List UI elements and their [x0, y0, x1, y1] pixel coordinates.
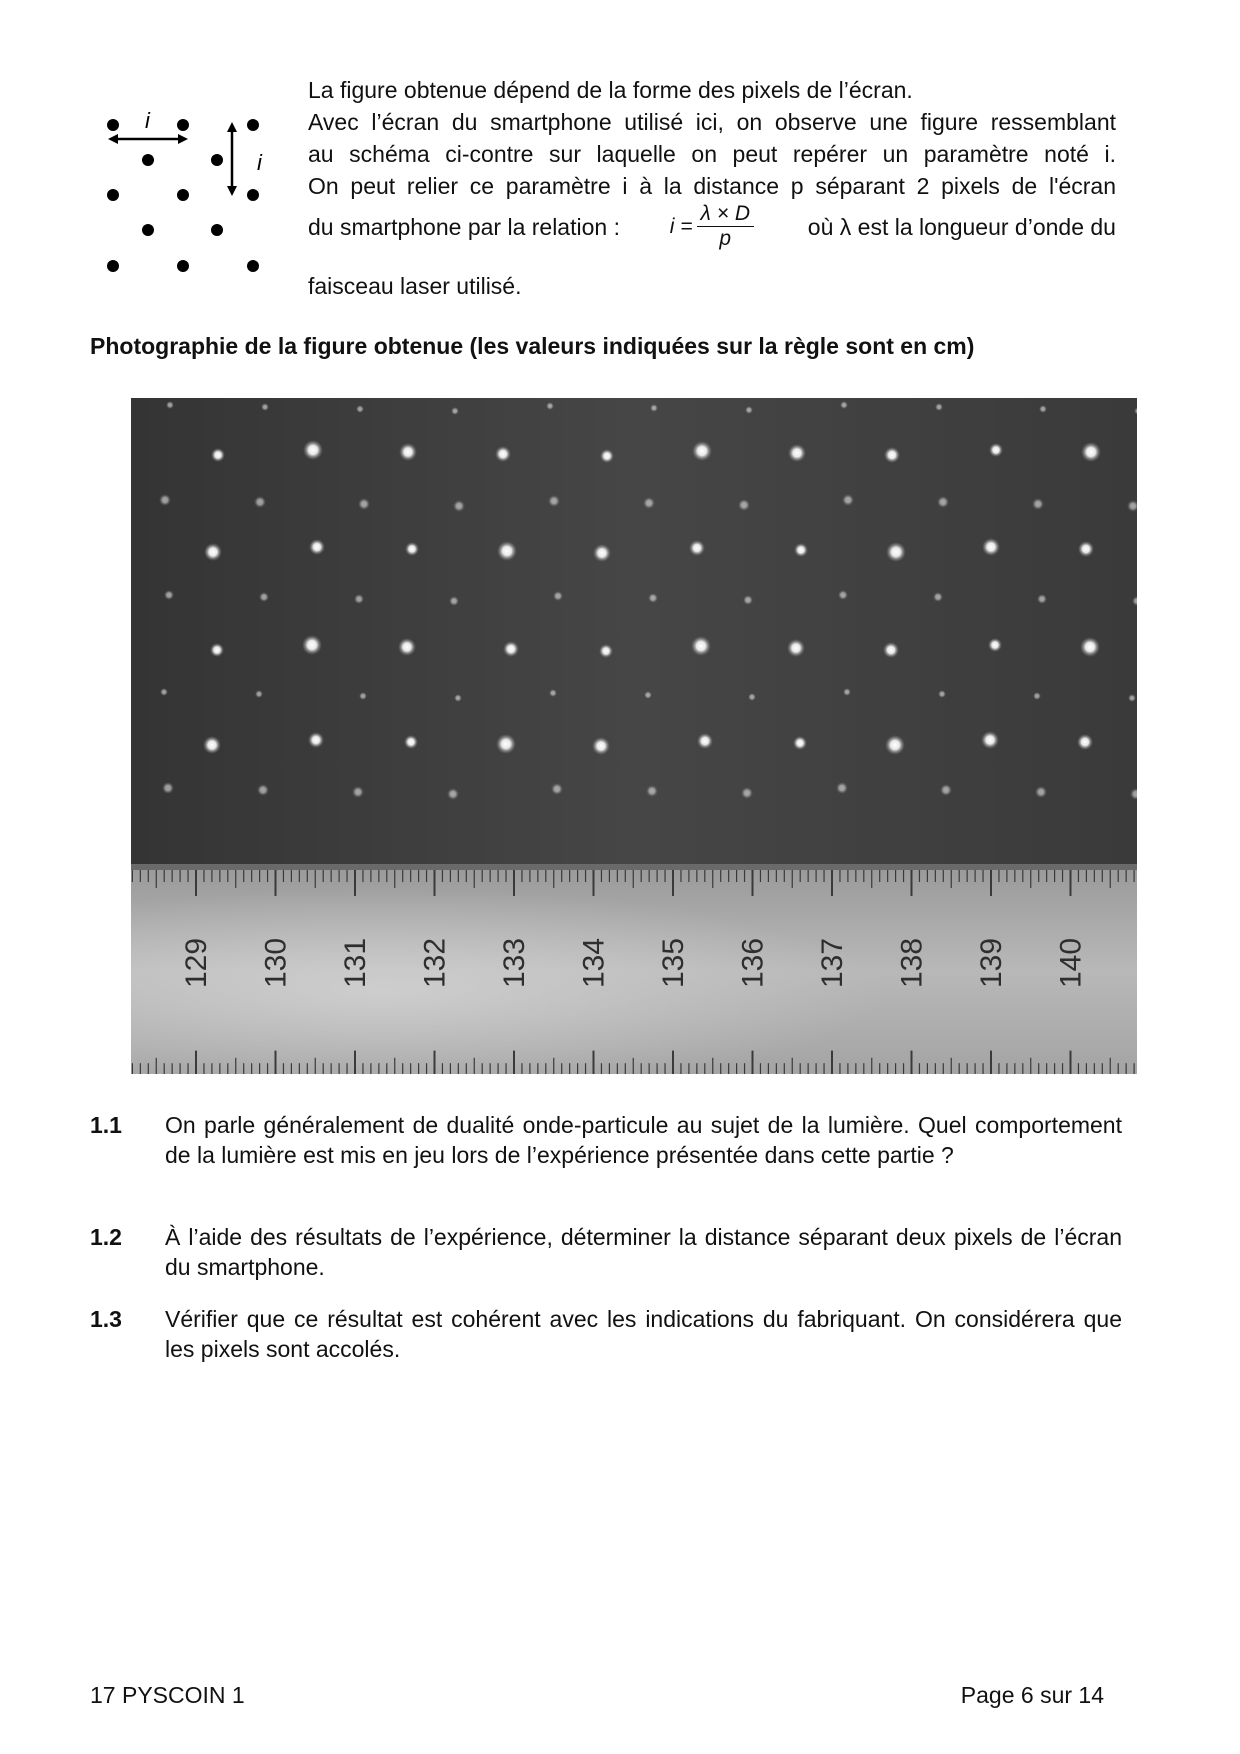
- diffraction-spot: [836, 782, 848, 794]
- ruler-label: 130: [259, 937, 293, 989]
- question-text: À l’aide des résultats de l’expérience, déterminer la distance séparant deux pixels de l’écran du smartphone.: [165, 1224, 1122, 1280]
- ruler-label: 139: [975, 937, 1008, 989]
- ruler-label: 133: [498, 937, 531, 989]
- diffraction-spot: [447, 788, 459, 800]
- diffraction-spot: [503, 641, 519, 657]
- ruler-label: 136: [736, 937, 770, 989]
- diffraction-spot: [644, 691, 652, 699]
- diffraction-spot: [405, 542, 419, 556]
- diffraction-spot: [259, 592, 269, 602]
- question-number: 1.2: [90, 1224, 122, 1250]
- photo-heading: Photographie de la figure obtenue (les valeurs indiquées sur la règle sont en cm): [90, 333, 975, 359]
- diffraction-spot: [743, 595, 753, 605]
- diffraction-spot: [648, 593, 658, 603]
- diffraction-spot: [1081, 442, 1101, 462]
- diffraction-spot: [843, 688, 851, 696]
- intro-line-2: Avec l’écran du smartphone utilisé ici, on observe une figure ressemblant: [308, 109, 1116, 135]
- diffraction-spot: [261, 403, 269, 411]
- diffraction-spot: [352, 786, 364, 798]
- question-1-3: [90, 1304, 1122, 1364]
- diffraction-spot: [302, 635, 322, 655]
- footer-code: 17 PYSCOIN 1: [90, 1682, 245, 1708]
- diffraction-spot: [600, 449, 614, 463]
- diffraction-photo-image: [131, 398, 1137, 1074]
- diffraction-photo: [131, 398, 1137, 1074]
- diffraction-spot: [643, 497, 655, 509]
- ruler-label: 138: [895, 937, 929, 989]
- diffraction-spot: [842, 494, 854, 506]
- diffraction-spot: [692, 441, 712, 461]
- diffraction-spot: [356, 405, 364, 413]
- diffraction-spot: [650, 404, 658, 412]
- diffraction-spot: [748, 693, 756, 701]
- diffraction-spot: [1032, 498, 1044, 510]
- diffraction-spot: [546, 402, 554, 410]
- diffraction-spot: [254, 496, 266, 508]
- diffraction-spot: [203, 736, 221, 754]
- diffraction-spot: [933, 592, 943, 602]
- diffraction-spot: [745, 406, 753, 414]
- question-text: Vérifier que ce résultat est cohérent avec les indications du fabriquant. On considérera que les pixels sont accolés.: [165, 1306, 1122, 1362]
- diffraction-spot: [159, 494, 171, 506]
- intro-line-4: On peut relier ce paramètre i à la distance p séparant 2 pixels de l'écran: [308, 173, 1116, 199]
- diffraction-spot: [548, 495, 560, 507]
- diffraction-spot: [309, 539, 325, 555]
- diffraction-spot: [162, 782, 174, 794]
- diffraction-spot: [257, 784, 269, 796]
- diffraction-spot: [453, 500, 465, 512]
- ruler-label: 135: [657, 937, 690, 989]
- footer-page-number: Page 6 sur 14: [960, 1682, 1104, 1708]
- diffraction-spot: [497, 541, 517, 561]
- diffraction-spot: [451, 407, 459, 415]
- diffraction-spot: [1080, 637, 1100, 657]
- diffraction-spot: [793, 736, 807, 750]
- ruler-label: 129: [180, 937, 213, 989]
- question-1-2: [90, 1222, 1122, 1282]
- diffraction-spot: [255, 690, 263, 698]
- diffraction-spot: [935, 403, 943, 411]
- diffraction-spot: [788, 444, 806, 462]
- diffraction-spot: [164, 590, 174, 600]
- schema-label-vertical: i: [257, 150, 262, 175]
- question-number: 1.1: [90, 1112, 122, 1138]
- diffraction-spot: [1033, 692, 1041, 700]
- diffraction-spot: [989, 443, 1003, 457]
- diffraction-spot: [885, 735, 905, 755]
- intro-line-5-post: où λ est la longueur d’onde du: [807, 213, 1116, 240]
- diffraction-spot: [593, 544, 611, 562]
- diffraction-spot: [981, 731, 999, 749]
- intro-line-1: La figure obtenue dépend de la forme des pixels de l’écran.: [308, 77, 913, 103]
- question-text: On parle généralement de dualité onde-particule au sujet de la lumière. Quel comportement de la lumière est mis en jeu lors de l’expérience présentée dans cette partie ?: [165, 1112, 1122, 1168]
- diffraction-spot: [1077, 734, 1093, 750]
- formula-fraction: [697, 202, 754, 251]
- diffraction-spot: [308, 732, 324, 748]
- diffraction-spot: [886, 542, 906, 562]
- diffraction-spot: [840, 401, 848, 409]
- diffraction-spot: [551, 783, 563, 795]
- diffraction-spot: [982, 538, 1000, 556]
- formula-lhs: i =: [669, 214, 693, 238]
- relation-formula: [670, 202, 758, 251]
- diffraction-spot: [884, 447, 900, 463]
- diffraction-spot: [398, 638, 416, 656]
- diffraction-spot: [1039, 405, 1047, 413]
- diffraction-spot: [495, 446, 511, 462]
- diffraction-spot: [838, 590, 848, 600]
- diffraction-spot: [449, 596, 459, 606]
- diffraction-spot: [454, 694, 462, 702]
- diffraction-spot: [166, 401, 174, 409]
- diffraction-spot: [358, 498, 370, 510]
- diffraction-spot: [937, 496, 949, 508]
- formula-numerator: λ × D: [697, 202, 754, 227]
- diffraction-spot: [553, 591, 563, 601]
- diffraction-spot: [883, 642, 899, 658]
- diffraction-spot: [697, 733, 713, 749]
- pixel-schema-diagram: [100, 108, 280, 288]
- diffraction-spot: [399, 443, 417, 461]
- diffraction-spot: [303, 440, 323, 460]
- diffraction-spot: [354, 594, 364, 604]
- diffraction-spot: [787, 639, 805, 657]
- ruler-label: 131: [339, 937, 372, 989]
- diffraction-spot: [1035, 786, 1047, 798]
- ruler-label: 132: [418, 937, 452, 989]
- diffraction-spot: [938, 690, 946, 698]
- diffraction-spot: [1037, 594, 1047, 604]
- diffraction-spot: [738, 499, 750, 511]
- question-1-1: [90, 1110, 1122, 1200]
- diffraction-spot: [160, 688, 168, 696]
- diffraction-spot: [359, 692, 367, 700]
- diffraction-spot: [940, 784, 952, 796]
- diffraction-spot: [794, 543, 808, 557]
- schema-label-horizontal: i: [145, 108, 150, 133]
- diffraction-spot: [592, 737, 610, 755]
- diffraction-spot: [1078, 541, 1094, 557]
- diffraction-spot: [646, 785, 658, 797]
- diffraction-spot: [549, 689, 557, 697]
- diffraction-spot: [211, 448, 225, 462]
- diffraction-spot: [210, 643, 224, 657]
- intro-line-3: au schéma ci-contre sur laquelle on peut repérer un paramètre noté i.: [308, 141, 1116, 167]
- ruler-label: 140: [1054, 937, 1088, 989]
- diffraction-spot: [691, 636, 711, 656]
- formula-denominator: p: [719, 227, 732, 250]
- diffraction-spot: [496, 734, 516, 754]
- intro-formula-line: [308, 202, 1116, 251]
- diffraction-spot: [204, 543, 222, 561]
- diffraction-spot: [988, 638, 1002, 652]
- intro-line-5-pre: du smartphone par la relation :: [308, 213, 620, 240]
- diffraction-spot: [689, 540, 705, 556]
- diffraction-spot: [404, 735, 418, 749]
- ruler-label: 134: [577, 937, 611, 989]
- diffraction-spot: [741, 787, 753, 799]
- diffraction-spot: [599, 644, 613, 658]
- question-number: 1.3: [90, 1306, 122, 1332]
- intro-line-6: faisceau laser utilisé.: [308, 273, 522, 299]
- diffraction-spot: [1128, 694, 1136, 702]
- ruler-label: 137: [816, 937, 849, 989]
